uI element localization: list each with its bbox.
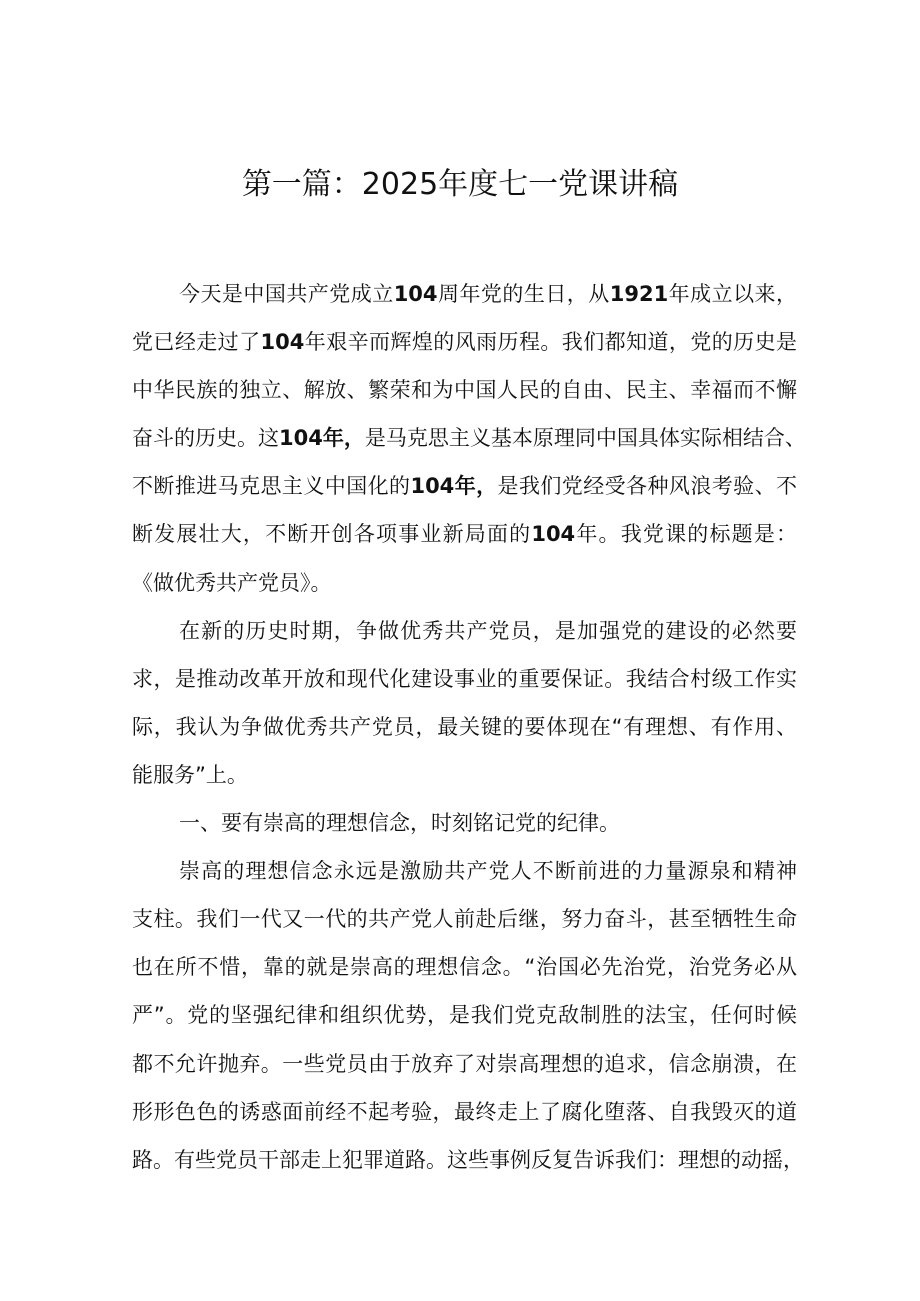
paragraph-line [132,1040,797,1088]
paragraph [132,799,797,847]
text-run: 也在所不惜，靠的就是崇高的理想信念。“治国必先治党，治党务必从 [132,955,797,980]
text-run: 是马克思主义基本原理同中国具体实际相结合、 [364,426,806,451]
text-run: 年艰辛而辉煌的风雨历程。我们都知道，党的历史是 [304,330,797,355]
text-run: 周年党的生日，从 [437,282,610,306]
text-run: 党已经走过了 [132,330,261,355]
paragraph [132,607,797,799]
text-run: 崇高的理想信念永远是激励共产党人不断前进的力量源泉和精神 [179,859,797,884]
paragraph-line [132,1088,797,1136]
text-run: 都不允许抛弃。一些党员由于放弃了对崇高理想的追求，信念崩溃，在 [132,1051,797,1076]
text-run: 求，是推动改革开放和现代化建设事业的重要保证。我结合村级工作实 [132,666,797,691]
text-run: 严”。党的坚强纪律和组织优势，是我们党克敌制胜的法宝，任何时候 [132,1003,797,1028]
text-run: 一、要有崇高的理想信念，时刻铭记党的纪律。 [179,811,620,836]
paragraph [132,270,806,607]
paragraph-line [132,655,797,703]
text-run: 《做优秀共产党员》。 [132,570,332,595]
paragraph-line [132,751,797,799]
paragraph-line [132,414,806,462]
document-title: 第一篇：2025年度七一党课讲稿 [241,167,679,202]
text-run: 路。有些党员干部走上犯罪道路。这些事例反复告诉我们：理想的动摇， [132,1147,804,1172]
paragraph-line [132,1136,804,1184]
paragraph-line [132,270,797,318]
paragraph-line [132,510,797,558]
bold-number: 1921 [609,282,669,306]
text-run: 支柱。我们一代又一代的共产党人前赴后继，努力奋斗，甚至牺牲生命 [132,907,797,932]
text-run: 年。我党课的标题是： [575,522,798,547]
paragraph-line [132,559,797,607]
text-run: 今天是中国共产党成立 [179,282,394,306]
bold-number: 104 [531,522,576,547]
bold-number: 104年， [410,474,498,499]
paragraph-line [132,703,797,751]
paragraph-line [132,462,797,510]
paragraph-line [132,847,797,895]
bold-number: 104年， [279,426,365,451]
text-run: 能服务”上。 [132,762,248,787]
paragraph-line [132,799,797,847]
bold-number: 104 [393,282,438,306]
paragraph-line [132,607,797,655]
paragraph-line [132,943,797,991]
paragraph-line [132,895,797,943]
document-body [132,270,806,1184]
paragraph-line [132,366,797,414]
text-run: 是我们党经受各种风浪考验、不 [497,474,797,499]
text-run: 在新的历史时期，争做优秀共产党员，是加强党的建设的必然要 [179,618,797,643]
text-run: 年成立以来， [668,282,798,306]
text-run: 际，我认为争做优秀共产党员，最关键的要体现在“有理想、有作用、 [132,714,797,739]
paragraph-line [132,318,797,366]
text-run: 奋斗的历史。这 [132,426,279,451]
paragraph-line [132,991,797,1039]
text-run: 中华民族的独立、解放、繁荣和为中国人民的自由、民主、幸福而不懈 [132,378,797,403]
text-run: 断发展壮大，不断开创各项事业新局面的 [132,522,532,547]
bold-number: 104 [260,330,305,355]
text-run: 形形色色的诱惑面前经不起考验，最终走上了腐化堕落、自我毁灭的道 [132,1099,797,1124]
text-run: 不断推进马克思主义中国化的 [132,474,411,499]
paragraph [132,847,804,1184]
